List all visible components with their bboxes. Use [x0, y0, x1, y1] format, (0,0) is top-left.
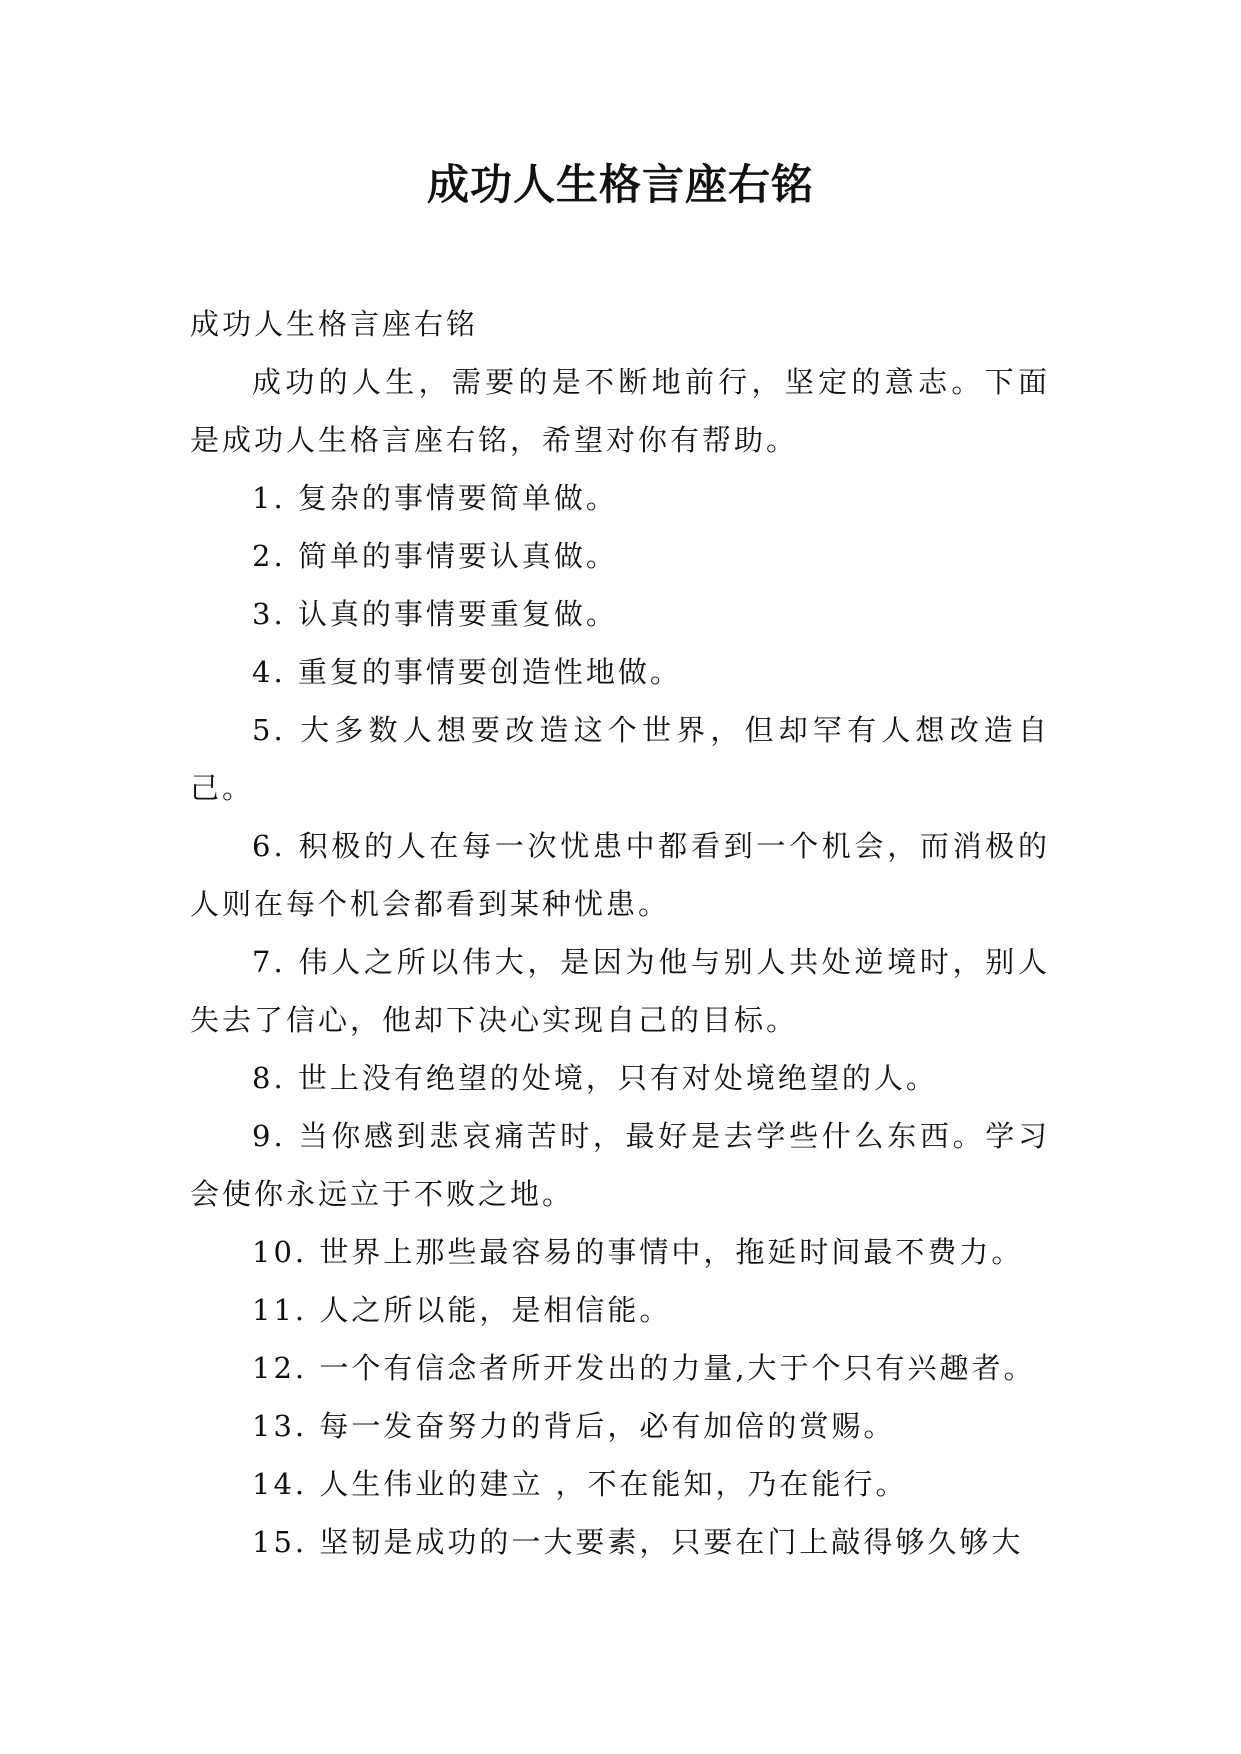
intro-paragraph: 成功的人生，需要的是不断地前行，坚定的意志。下面是成功人生格言座右铭，希望对你有帮助。 — [190, 365, 1050, 457]
quote-item: 4. 重复的事情要创造性地做。 — [252, 655, 682, 689]
quote-item: 8. 世上没有绝望的处境，只有对处境绝望的人。 — [252, 1061, 938, 1095]
quote-item: 6. 积极的人在每一次忧患中都看到一个机会，而消极的人则在每个机会都看到某种忧患。 — [190, 829, 1050, 921]
quote-item: 1. 复杂的事情要简单做。 — [252, 481, 618, 515]
quote-item: 9. 当你感到悲哀痛苦时，最好是去学些什么东西。学习会使你永远立于不败之地。 — [190, 1119, 1050, 1211]
quote-item: 2. 简单的事情要认真做。 — [252, 539, 618, 573]
quote-item: 14. 人生伟业的建立 ，不在能知，乃在能行。 — [252, 1467, 908, 1501]
quote-item: 11. 人之所以能，是相信能。 — [252, 1293, 672, 1327]
quote-item: 10. 世界上那些最容易的事情中，拖延时间最不费力。 — [252, 1235, 1024, 1269]
quote-item: 12. 一个有信念者所开发出的力量,大于个只有兴趣者。 — [252, 1351, 1036, 1385]
document-body — [190, 295, 1050, 1571]
document-title: 成功人生格言座右铭 — [426, 160, 814, 209]
subtitle-paragraph: 成功人生格言座右铭 — [190, 307, 479, 341]
quote-item: 15. 坚韧是成功的一大要素，只要在门上敲得够久够大 — [252, 1525, 1024, 1559]
quote-item: 3. 认真的事情要重复做。 — [252, 597, 618, 631]
quote-item: 13. 每一发奋努力的背后，必有加倍的赏赐。 — [252, 1409, 896, 1443]
quote-item: 7. 伟人之所以伟大，是因为他与别人共处逆境时，别人失去了信心，他却下决心实现自己的目标。 — [190, 945, 1050, 1037]
quote-item: 5. 大多数人想要改造这个世界，但却罕有人想改造自己。 — [190, 713, 1050, 805]
